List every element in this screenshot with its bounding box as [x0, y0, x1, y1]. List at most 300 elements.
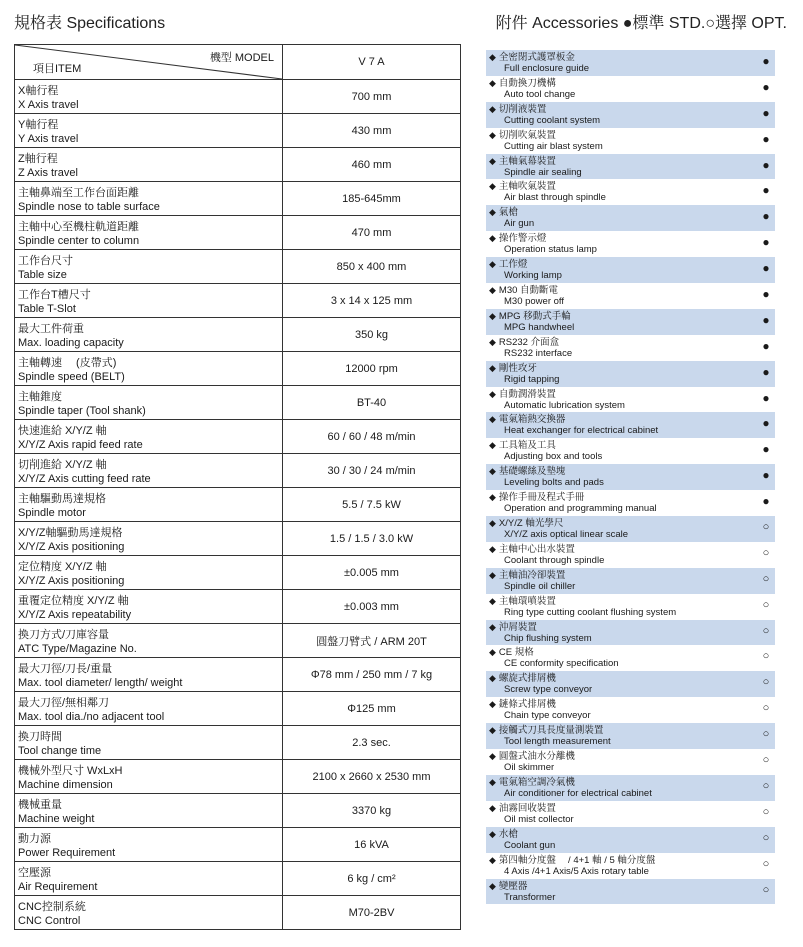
spec-label-en: CNC Control [18, 915, 81, 927]
spec-label [15, 454, 283, 488]
accessory-name-zh: ◆ 剛性攻牙 [489, 362, 537, 374]
spec-label-zh: 最大刀徑/無相鄰刀 [18, 697, 110, 709]
spec-row [15, 760, 461, 794]
spec-value: Φ78 mm / 250 mm / 7 kg [283, 658, 461, 692]
spec-label [15, 182, 283, 216]
diamond-bullet-icon: ◆ [489, 181, 496, 192]
spec-label-en: Spindle taper (Tool shank) [18, 405, 146, 417]
diamond-bullet-icon: ◆ [489, 569, 496, 580]
accessory-name-zh: ◆ 工作燈 [489, 259, 528, 271]
accessory-text [489, 596, 739, 618]
accessory-name-en: Coolant through spindle [504, 554, 605, 566]
spec-value: ±0.005 mm [283, 556, 461, 590]
spec-label-zh: CNC控制系統 [18, 901, 86, 913]
spec-label-en: Power Requirement [18, 847, 116, 859]
standard-dot-icon: ● [762, 287, 770, 302]
diamond-bullet-icon: ◆ [489, 440, 496, 451]
diamond-bullet-icon: ◆ [489, 155, 496, 166]
spec-label-en: Spindle nose to table surface [18, 201, 160, 213]
spec-label [15, 352, 283, 386]
spec-label-en: Spindle center to column [18, 235, 140, 247]
accessory-name-zh: ◆ 油霧回收裝置 [489, 802, 556, 814]
accessory-text [489, 855, 739, 877]
diamond-bullet-icon: ◆ [489, 776, 496, 787]
optional-circle-icon: ○ [762, 883, 770, 896]
spec-value: Φ125 mm [283, 692, 461, 726]
diamond-bullet-icon: ◆ [489, 103, 496, 114]
spec-label [15, 114, 283, 148]
spec-value: 700 mm [283, 80, 461, 114]
accessory-text [489, 466, 739, 488]
accessory-name-zh: ◆ 變壓器 [489, 880, 528, 892]
standard-dot-icon: ● [762, 157, 770, 172]
accessory-item [486, 568, 775, 594]
accessory-name-zh: ◆ 自動換刀機構 [489, 77, 556, 89]
diamond-bullet-icon: ◆ [489, 751, 496, 762]
standard-dot-icon: ● [762, 468, 770, 483]
accessory-name-zh: ◆ 氣槍 [489, 207, 518, 219]
accessory-name-en: Adjusting box and tools [504, 451, 603, 463]
optional-circle-icon: ○ [762, 521, 770, 534]
accessory-name-zh: ◆ 主軸中心出水裝置 [489, 543, 575, 555]
spec-row [15, 896, 461, 930]
accessory-name-zh: ◆ 切削吹氣裝置 [489, 129, 556, 141]
diamond-bullet-icon: ◆ [489, 725, 496, 736]
accessories-title: 附件 Accessories ●標準 STD.○選擇 OPT. [495, 15, 787, 32]
spec-label-zh: X/Y/Z軸驅動馬達規格 [18, 527, 123, 539]
accessory-name-zh: ◆ 水槍 [489, 828, 518, 840]
spec-label-zh: 主軸錐度 [18, 391, 62, 403]
accessory-item [486, 438, 775, 464]
spec-value: 430 mm [283, 114, 461, 148]
accessory-text [489, 803, 739, 825]
diamond-bullet-icon: ◆ [489, 492, 496, 503]
spec-label [15, 794, 283, 828]
accessory-text [489, 829, 739, 851]
accessory-text [489, 311, 739, 333]
spec-table [14, 44, 461, 930]
spec-label-zh: 機械外型尺寸 WxLxH [18, 765, 123, 777]
accessory-name-zh: ◆ 切削液裝置 [489, 103, 547, 115]
accessory-name-en: Heat exchanger for electrical cabinet [504, 425, 659, 437]
spec-label-zh: 換刀方式/刀庫容量 [18, 629, 110, 641]
spec-value: M70-2BV [283, 896, 461, 930]
spec-label [15, 522, 283, 556]
accessory-name-en: Cutting air blast system [504, 140, 603, 152]
accessory-name-zh: ◆ 主軸氣幕裝置 [489, 155, 556, 167]
accessory-text [489, 259, 739, 281]
optional-circle-icon: ○ [762, 805, 770, 818]
accessory-text [489, 492, 739, 514]
diamond-bullet-icon: ◆ [489, 310, 496, 321]
spec-row [15, 794, 461, 828]
accessory-name-en: 4 Axis /4+1 Axis/5 Axis rotary table [504, 865, 649, 877]
accessory-name-en: Chain type conveyor [504, 710, 591, 722]
accessory-name-en: Automatic lubrication system [504, 399, 625, 411]
diamond-bullet-icon: ◆ [489, 828, 496, 839]
spec-label-zh: 機械重量 [18, 799, 62, 811]
diamond-bullet-icon: ◆ [489, 466, 496, 477]
spec-row [15, 148, 461, 182]
spec-row [15, 80, 461, 114]
accessory-text [489, 725, 739, 747]
standard-dot-icon: ● [762, 312, 770, 327]
spec-label-en: X/Y/Z Axis positioning [18, 541, 125, 553]
spec-row [15, 658, 461, 692]
accessory-text [489, 518, 739, 540]
spec-label-en: Max. loading capacity [18, 337, 124, 349]
diamond-bullet-icon: ◆ [489, 543, 496, 554]
spec-header-row [15, 45, 461, 80]
standard-dot-icon: ● [762, 442, 770, 457]
accessory-name-en: Air blast through spindle [504, 192, 606, 204]
optional-circle-icon: ○ [762, 598, 770, 611]
spec-label-zh: 切削進給 X/Y/Z 軸 [18, 459, 107, 471]
spec-label-zh: 主軸中心至機柱軌道距離 [18, 221, 139, 233]
standard-dot-icon: ● [762, 261, 770, 276]
accessory-name-en: RS232 interface [504, 347, 573, 359]
accessory-item [486, 128, 775, 154]
optional-circle-icon: ○ [762, 676, 770, 689]
accessory-item [486, 361, 775, 387]
accessory-text [489, 207, 739, 229]
accessory-item [486, 749, 775, 775]
standard-dot-icon: ● [762, 54, 770, 68]
diamond-bullet-icon: ◆ [489, 285, 496, 296]
accessory-name-zh: ◆ 電氣箱空調冷氣機 [489, 776, 575, 788]
spec-label [15, 420, 283, 454]
accessory-item [486, 464, 775, 490]
spec-label-zh: 最大刀徑/刀長/重量 [18, 663, 113, 675]
spec-row [15, 556, 461, 590]
spec-value: 12000 rpm [283, 352, 461, 386]
diamond-bullet-icon: ◆ [489, 647, 496, 658]
accessory-text [489, 622, 739, 644]
spec-label [15, 896, 283, 930]
optional-circle-icon: ○ [762, 624, 770, 637]
accessory-name-en: Operation status lamp [504, 244, 597, 256]
accessory-text [489, 673, 739, 695]
spec-label [15, 284, 283, 318]
accessory-name-zh: ◆ 圓盤式油水分離機 [489, 751, 575, 763]
optional-circle-icon: ○ [762, 754, 770, 767]
spec-label-zh: 定位精度 X/Y/Z 軸 [18, 561, 107, 573]
accessory-name-en: Operation and programming manual [504, 503, 657, 515]
optional-circle-icon: ○ [762, 546, 770, 559]
accessory-name-en: Tool length measurement [504, 736, 611, 748]
accessory-text [489, 777, 739, 799]
accessory-item [486, 775, 775, 801]
diamond-bullet-icon: ◆ [489, 854, 496, 865]
spec-label [15, 318, 283, 352]
accessory-text [489, 881, 739, 903]
spec-label [15, 386, 283, 420]
diamond-bullet-icon: ◆ [489, 77, 496, 88]
accessories-list [486, 50, 775, 904]
spec-row [15, 454, 461, 488]
spec-value: 1.5 / 1.5 / 3.0 kW [283, 522, 461, 556]
accessory-name-en: Air gun [504, 218, 535, 230]
diamond-bullet-icon: ◆ [489, 52, 496, 62]
spec-label-en: Tool change time [18, 745, 102, 757]
accessory-item [486, 412, 775, 438]
spec-label [15, 726, 283, 760]
accessory-name-zh: ◆ 主軸油冷卻裝置 [489, 569, 566, 581]
accessory-name-zh: ◆ 第四軸分度盤 / 4+1 軸 / 5 軸分度盤 [489, 854, 656, 866]
standard-dot-icon: ● [762, 183, 770, 198]
item-label: 項目ITEM [33, 63, 82, 75]
accessory-name-en: Coolant gun [504, 839, 556, 851]
accessory-item [486, 309, 775, 335]
optional-circle-icon: ○ [762, 779, 770, 792]
optional-circle-icon: ○ [762, 831, 770, 844]
spec-row [15, 420, 461, 454]
spec-label [15, 692, 283, 726]
spec-value: 460 mm [283, 148, 461, 182]
accessory-item [486, 801, 775, 827]
spec-value: 5.5 / 7.5 kW [283, 488, 461, 522]
accessory-name-en: Transformer [504, 891, 556, 903]
spec-row [15, 590, 461, 624]
accessory-item [486, 154, 775, 180]
model-label: 機型 MODEL [209, 52, 274, 64]
accessory-name-zh: ◆ MPG 移動式手輪 [489, 310, 571, 322]
accessory-item [486, 205, 775, 231]
spec-label-en: Table size [18, 269, 67, 281]
spec-label-zh: 空壓源 [18, 867, 51, 879]
diamond-bullet-icon: ◆ [489, 207, 496, 218]
spec-row [15, 182, 461, 216]
spec-value: 16 kVA [283, 828, 461, 862]
accessory-text [489, 181, 739, 203]
accessory-item [486, 879, 775, 905]
spec-value: 3 x 14 x 125 mm [283, 284, 461, 318]
spec-label-zh: 工作台T槽尺寸 [18, 289, 91, 301]
accessory-item [486, 853, 775, 879]
accessory-name-en: CE conformity specification [504, 658, 619, 670]
diamond-bullet-icon: ◆ [489, 388, 496, 399]
spec-label-zh: X軸行程 [18, 85, 59, 97]
spec-row [15, 624, 461, 658]
spec-value: 185-645mm [283, 182, 461, 216]
spec-label [15, 862, 283, 896]
accessory-text [489, 389, 739, 411]
accessory-name-en: M30 power off [504, 296, 565, 308]
spec-row [15, 828, 461, 862]
spec-header-label-cell [15, 45, 283, 80]
spec-label-en: X Axis travel [18, 99, 79, 111]
accessory-name-en: Spindle air sealing [504, 166, 582, 178]
accessory-text [489, 130, 739, 152]
optional-circle-icon: ○ [762, 650, 770, 663]
optional-circle-icon: ○ [762, 702, 770, 715]
spec-title: 規格表 Specifications [14, 15, 166, 32]
accessory-name-zh: ◆ RS232 介面盒 [489, 336, 560, 348]
spec-label-en: Spindle motor [18, 507, 86, 519]
spec-label-zh: 換刀時間 [18, 731, 62, 743]
accessory-text [489, 414, 739, 436]
standard-dot-icon: ● [762, 209, 770, 224]
accessory-item [486, 516, 775, 542]
standard-dot-icon: ● [762, 131, 770, 146]
spec-row [15, 284, 461, 318]
accessory-name-zh: ◆ 電氣箱熱交換器 [489, 414, 566, 426]
accessory-name-en: Auto tool change [504, 88, 576, 100]
spec-label-zh: 最大工件荷重 [18, 323, 84, 335]
spec-label-en: ATC Type/Magazine No. [18, 643, 137, 655]
optional-circle-icon: ○ [762, 728, 770, 741]
accessory-item [486, 257, 775, 283]
accessory-item [486, 102, 775, 128]
spec-row [15, 386, 461, 420]
spec-row [15, 114, 461, 148]
model-value: V 7 A [283, 45, 461, 80]
diamond-bullet-icon: ◆ [489, 621, 496, 632]
accessory-name-zh: ◆ 自動潤滑裝置 [489, 388, 556, 400]
accessory-name-en: Oil skimmer [504, 762, 555, 774]
accessory-text [489, 156, 739, 178]
spec-label-zh: 主軸轉速 (皮帶式) [18, 357, 117, 369]
standard-dot-icon: ● [762, 364, 770, 379]
accessory-item [486, 335, 775, 361]
accessory-text [489, 440, 739, 462]
spec-value: 2.3 sec. [283, 726, 461, 760]
spec-label-en: Machine dimension [18, 779, 113, 791]
spec-row [15, 692, 461, 726]
spec-label-en: Air Requirement [18, 881, 98, 893]
spec-label-en: Z Axis travel [18, 167, 78, 179]
diamond-bullet-icon: ◆ [489, 362, 496, 373]
accessory-item [486, 697, 775, 723]
accessory-name-zh: ◆ 操作警示燈 [489, 233, 547, 245]
accessory-text [489, 570, 739, 592]
spec-label-en: Spindle speed (BELT) [18, 371, 125, 383]
spec-label-en: X/Y/Z Axis rapid feed rate [18, 439, 143, 451]
spec-label-zh: 重覆定位精度 X/Y/Z 軸 [18, 595, 129, 607]
spec-label-zh: Y軸行程 [18, 119, 59, 131]
accessory-name-zh: ◆ 接觸式刀具長度量測裝置 [489, 725, 604, 737]
accessory-name-en: Screw type conveyor [504, 684, 593, 696]
accessory-name-zh: ◆ 沖屑裝置 [489, 621, 537, 633]
accessory-name-zh: ◆ 基礎螺絲及墊塊 [489, 466, 566, 478]
accessory-name-zh: ◆ 主軸環噴裝置 [489, 595, 556, 607]
spec-row [15, 726, 461, 760]
diamond-bullet-icon: ◆ [489, 699, 496, 710]
accessory-name-zh: ◆ CE 規格 [489, 647, 534, 659]
accessory-item [486, 620, 775, 646]
spec-label [15, 658, 283, 692]
spec-value: 3370 kg [283, 794, 461, 828]
spec-value: 60 / 60 / 48 m/min [283, 420, 461, 454]
spec-row [15, 352, 461, 386]
accessory-text [489, 751, 739, 773]
accessory-item [486, 594, 775, 620]
spec-label-zh: 工作台尺寸 [18, 255, 73, 267]
standard-dot-icon: ● [762, 416, 770, 431]
accessory-item [486, 283, 775, 309]
diamond-bullet-icon: ◆ [489, 518, 496, 529]
spec-label [15, 760, 283, 794]
accessory-name-zh: ◆ X/Y/Z 軸光學尺 [489, 518, 564, 530]
accessory-text [489, 233, 739, 255]
spec-label-en: Max. tool diameter/ length/ weight [18, 677, 183, 689]
standard-dot-icon: ● [762, 338, 770, 353]
spec-value: 30 / 30 / 24 m/min [283, 454, 461, 488]
accessory-name-en: Oil mist collector [504, 813, 574, 825]
spec-value: 350 kg [283, 318, 461, 352]
accessory-text [489, 544, 739, 566]
accessory-text [489, 285, 739, 307]
accessory-name-zh: ◆ M30 自動斷電 [489, 285, 559, 297]
accessory-name-en: Chip flushing system [504, 632, 592, 644]
diamond-bullet-icon: ◆ [489, 233, 496, 244]
spec-label-en: X/Y/Z Axis cutting feed rate [18, 473, 151, 485]
accessory-name-en: Rigid tapping [504, 373, 560, 385]
accessory-text [489, 647, 739, 669]
spec-label [15, 556, 283, 590]
accessory-text [489, 699, 739, 721]
accessory-item [486, 76, 775, 102]
accessory-text [489, 78, 739, 100]
accessory-name-en: Working lamp [504, 270, 562, 282]
spec-label-zh: 主軸驅動馬達規格 [18, 493, 106, 505]
spec-label [15, 828, 283, 862]
accessory-name-en: X/Y/Z axis optical linear scale [504, 529, 629, 541]
spec-row [15, 250, 461, 284]
spec-value: BT-40 [283, 386, 461, 420]
accessory-text [489, 52, 739, 74]
accessory-item [486, 490, 775, 516]
spec-value: 2100 x 2660 x 2530 mm [283, 760, 461, 794]
spec-row [15, 318, 461, 352]
diamond-bullet-icon: ◆ [489, 259, 496, 270]
accessory-item [486, 645, 775, 671]
spec-label [15, 216, 283, 250]
spec-label-zh: Z軸行程 [18, 153, 58, 165]
spec-row [15, 862, 461, 896]
accessory-item [486, 827, 775, 853]
spec-label [15, 624, 283, 658]
diamond-bullet-icon: ◆ [489, 802, 496, 813]
accessory-item [486, 50, 775, 76]
spec-label [15, 590, 283, 624]
spec-label [15, 148, 283, 182]
spec-value: ±0.003 mm [283, 590, 461, 624]
spec-label [15, 80, 283, 114]
diamond-bullet-icon: ◆ [489, 880, 496, 891]
diamond-bullet-icon: ◆ [489, 129, 496, 140]
accessory-text [489, 104, 739, 126]
accessory-name-zh: ◆ 操作手冊及程式手冊 [489, 492, 585, 504]
optional-circle-icon: ○ [762, 572, 770, 585]
spec-row [15, 522, 461, 556]
diamond-bullet-icon: ◆ [489, 414, 496, 425]
accessory-name-zh: ◆ 工具箱及工具 [489, 440, 556, 452]
spec-value: 圓盤刀臂式 / ARM 20T [283, 624, 461, 658]
spec-row [15, 488, 461, 522]
spec-label [15, 488, 283, 522]
spec-label [15, 250, 283, 284]
standard-dot-icon: ● [762, 235, 770, 250]
accessory-name-en: Leveling bolts and pads [504, 477, 604, 489]
spec-value: 850 x 400 mm [283, 250, 461, 284]
accessory-name-en: Full enclosure guide [504, 63, 590, 74]
diamond-bullet-icon: ◆ [489, 673, 496, 684]
spec-label-en: Y Axis travel [18, 133, 79, 145]
accessory-name-en: MPG handwheel [504, 321, 575, 333]
optional-circle-icon: ○ [762, 857, 770, 870]
accessory-name-en: Ring type cutting coolant flushing system [504, 606, 677, 618]
